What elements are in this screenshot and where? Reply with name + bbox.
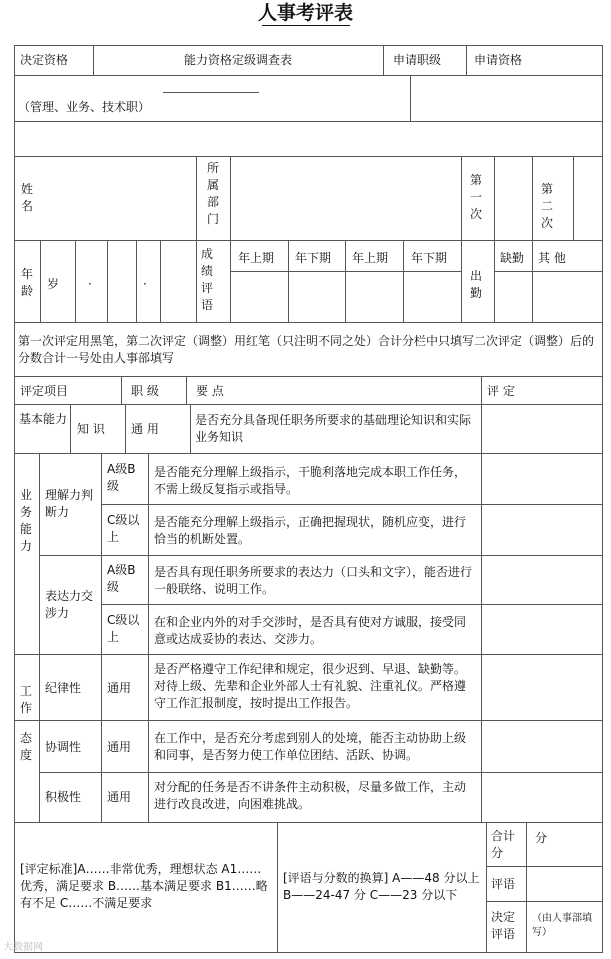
rule bbox=[190, 404, 191, 453]
total-label: 合计分 bbox=[491, 829, 516, 860]
comment-label: 评语 bbox=[491, 877, 516, 891]
rule bbox=[486, 866, 603, 867]
comp-desc-ab: 是否能充分理解上级指示，干脆利落地完成本职工作任务，不需上级反复指示或指导。 bbox=[154, 465, 467, 496]
title-underline bbox=[262, 25, 350, 26]
col-header-rating: 评 定 bbox=[487, 384, 515, 398]
rule bbox=[532, 156, 533, 322]
watermark: 大数据网 bbox=[3, 942, 43, 953]
rule bbox=[14, 75, 603, 76]
instruction-note: 第一次评定用黑笔，第二次评定（调整）用红笔（只注明不同之处）合计分栏中只填写二次评定（调整）后的分数合计一号处由人事部填写 bbox=[18, 334, 595, 365]
initiative-label: 积极性 bbox=[45, 790, 82, 804]
attendance-label: 出勤 bbox=[469, 269, 482, 300]
rule bbox=[101, 504, 603, 505]
expr-grade-ab: A级B级 bbox=[107, 563, 136, 594]
apply-qualification-label: 申请资格 bbox=[474, 53, 523, 67]
period-3: 年上期 bbox=[352, 251, 389, 265]
rule bbox=[14, 720, 603, 721]
cooperation-grade: 通用 bbox=[107, 740, 132, 754]
rule bbox=[481, 376, 482, 822]
rule bbox=[345, 240, 346, 322]
rule bbox=[573, 156, 574, 240]
rule bbox=[403, 240, 404, 322]
rule bbox=[14, 156, 603, 157]
first-eval-label: 第一次 bbox=[469, 173, 482, 221]
period-2: 年下期 bbox=[295, 251, 332, 265]
decision-note: （由人事部填写） bbox=[532, 913, 592, 938]
rule bbox=[288, 240, 289, 322]
knowledge-desc: 是否充分具备现任职务所要求的基础理论知识和实际业务知识 bbox=[195, 413, 472, 444]
total-unit: 分 bbox=[535, 831, 548, 845]
rule bbox=[230, 156, 231, 322]
rule bbox=[602, 45, 603, 952]
category-label: （管理、业务、技术职） bbox=[18, 100, 151, 114]
rule bbox=[70, 404, 71, 453]
work-label: 工作 bbox=[19, 684, 32, 715]
placeholder-dot: · bbox=[143, 277, 147, 291]
rule bbox=[14, 322, 603, 323]
rule bbox=[186, 376, 187, 404]
expression-label: 表达力交涉力 bbox=[45, 589, 94, 620]
rule bbox=[277, 822, 278, 952]
age-label: 年龄 bbox=[20, 267, 33, 298]
rating-standard: [评定标准]A……非常优秀，理想状态 A1……优秀，满足要求 B……基本满足要求 B1……略有不足 C……不满足要求 bbox=[20, 862, 268, 910]
rule bbox=[461, 156, 462, 322]
apply-position-label: 申请职级 bbox=[393, 53, 442, 67]
decision-label: 决定评语 bbox=[491, 910, 516, 941]
basic-ability-label: 基本能力 bbox=[19, 412, 68, 426]
placeholder-dot: · bbox=[88, 277, 92, 291]
age-unit: 岁 bbox=[47, 277, 60, 291]
period-1: 年上期 bbox=[238, 251, 275, 265]
rule bbox=[494, 271, 603, 272]
other-label: 其 他 bbox=[538, 251, 566, 265]
rule bbox=[486, 822, 487, 952]
rule bbox=[39, 453, 40, 822]
rule bbox=[93, 45, 94, 75]
expr-grade-c: C级以上 bbox=[107, 613, 140, 644]
cooperation-desc: 在工作中，是否充分考虑到别人的处境，能否主动协助上级和同事，是否努力使工作单位团结、活跃、协调。 bbox=[154, 731, 467, 762]
comp-desc-c: 是否能充分理解上级指示，正确把握现状，随机应变，进行恰当的机断处置。 bbox=[154, 515, 467, 546]
knowledge-grade: 通 用 bbox=[131, 422, 159, 436]
rule bbox=[14, 654, 603, 655]
initiative-grade: 通用 bbox=[107, 790, 132, 804]
rule bbox=[39, 772, 603, 773]
rule bbox=[40, 240, 41, 322]
rule bbox=[107, 240, 108, 322]
score-conversion: [评语与分数的换算] A——48 分以上 B——24-47 分 C——23 分以下 bbox=[283, 871, 480, 902]
rule bbox=[14, 404, 603, 405]
comprehension-label: 理解力判断力 bbox=[45, 488, 94, 519]
comp-grade-ab: A级B级 bbox=[107, 462, 136, 493]
discipline-label: 纪律性 bbox=[45, 681, 82, 695]
initiative-desc: 对分配的任务是否不讲条件主动积极，尽量多做工作，主动进行改良改进，向困难挑战。 bbox=[154, 780, 467, 811]
rule bbox=[14, 240, 603, 241]
rule bbox=[230, 271, 462, 272]
col-header-grade: 职 级 bbox=[131, 384, 159, 398]
rule bbox=[14, 952, 603, 953]
rule bbox=[494, 156, 495, 322]
attitude-label: 态度 bbox=[19, 731, 32, 762]
name-label: 姓名 bbox=[20, 182, 33, 213]
page-title: 人事考评表 bbox=[257, 2, 353, 24]
rule bbox=[14, 45, 15, 952]
discipline-grade: 通用 bbox=[107, 681, 132, 695]
rule bbox=[136, 240, 137, 322]
rule bbox=[121, 376, 122, 404]
qualification-label: 决定资格 bbox=[20, 53, 69, 67]
col-header-points: 要 点 bbox=[196, 384, 224, 398]
business-ability-label: 业务能力 bbox=[19, 488, 32, 553]
rule bbox=[160, 240, 161, 322]
cooperation-label: 协调性 bbox=[45, 740, 82, 754]
rule bbox=[14, 121, 603, 122]
rule bbox=[39, 555, 603, 556]
comp-grade-c: C级以上 bbox=[107, 513, 140, 544]
absence-label: 缺勤 bbox=[500, 251, 525, 265]
rule bbox=[101, 604, 603, 605]
rule bbox=[14, 376, 603, 377]
knowledge-label: 知 识 bbox=[77, 422, 105, 436]
rule bbox=[526, 822, 527, 952]
rule bbox=[101, 453, 102, 822]
score-comment-label: 成绩评语 bbox=[200, 247, 213, 312]
rule bbox=[14, 453, 603, 454]
rule bbox=[466, 45, 467, 75]
survey-title: 能力资格定级调查表 bbox=[184, 53, 293, 67]
rule bbox=[125, 404, 126, 453]
expr-desc-ab: 是否具有现任职务所要求的表达力（口头和文字），能否进行一般联络、说明工作。 bbox=[154, 565, 473, 596]
rule bbox=[410, 75, 411, 121]
expr-desc-c: 在和企业内外的对手交涉时，是否具有使对方诚服，接受同意或达成妥协的表达、交涉力。 bbox=[154, 615, 467, 646]
rule bbox=[486, 901, 603, 902]
department-label: 所属部门 bbox=[206, 161, 219, 226]
rule bbox=[14, 822, 603, 823]
rule bbox=[148, 453, 149, 822]
rule bbox=[163, 92, 259, 93]
second-eval-label: 第二次 bbox=[540, 182, 553, 230]
rule bbox=[14, 45, 603, 46]
rule bbox=[75, 240, 76, 322]
discipline-desc: 是否严格遵守工作纪律和规定，很少迟到、早退、缺勤等。对待上级、先辈和企业外部人士有礼貌、注重礼仪。严格遵守工作汇报制度，按时提出工作报告。 bbox=[154, 662, 467, 710]
rule bbox=[383, 45, 384, 75]
rule bbox=[196, 156, 197, 322]
period-4: 年下期 bbox=[411, 251, 448, 265]
col-header-item: 评定项目 bbox=[20, 384, 69, 398]
